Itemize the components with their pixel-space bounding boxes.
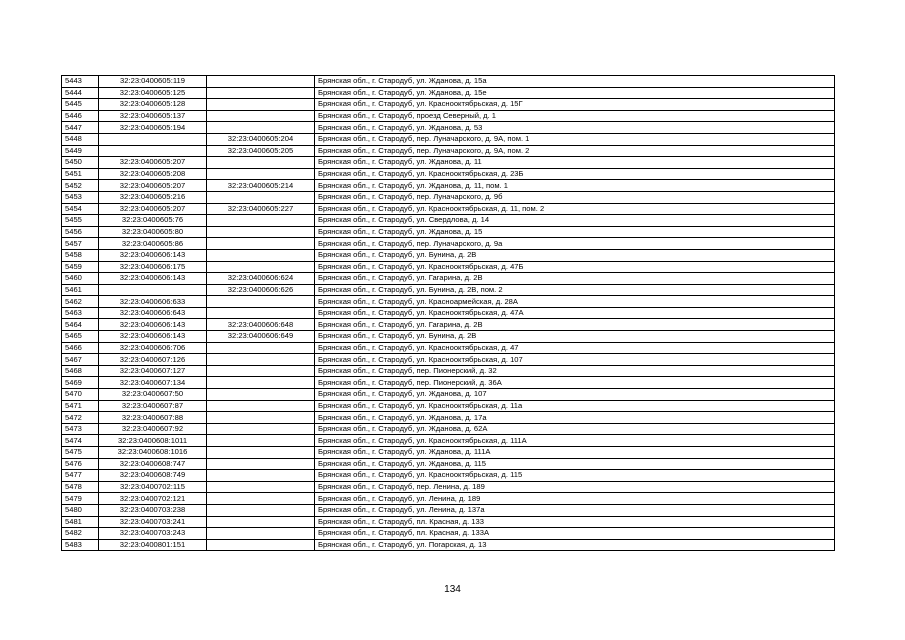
- sub-cadastral-number-cell: [207, 191, 315, 203]
- cadastral-number-cell: 32:23:0400702:115: [99, 481, 207, 493]
- row-number-cell: 5470: [62, 389, 99, 401]
- address-cell: Брянская обл., г. Стародуб, ул. Краснооктябрьская, д. 115: [315, 470, 835, 482]
- table-row: [62, 365, 835, 377]
- row-number-cell: 5458: [62, 249, 99, 261]
- address-cell: Брянская обл., г. Стародуб, ул. Жданова, д. 11, пом. 1: [315, 180, 835, 192]
- row-number-cell: 5457: [62, 238, 99, 250]
- sub-cadastral-number-cell: [207, 157, 315, 169]
- sub-cadastral-number-cell: [207, 377, 315, 389]
- table-row: [62, 504, 835, 516]
- table-row: [62, 133, 835, 145]
- table-row: [62, 122, 835, 134]
- sub-cadastral-number-cell: [207, 400, 315, 412]
- address-cell: Брянская обл., г. Стародуб, ул. Жданова, д. 15а: [315, 76, 835, 88]
- cadastral-number-cell: 32:23:0400606:143: [99, 273, 207, 285]
- row-number-cell: 5449: [62, 145, 99, 157]
- sub-cadastral-number-cell: [207, 539, 315, 551]
- cadastral-number-cell: 32:23:0400702:121: [99, 493, 207, 505]
- address-cell: Брянская обл., г. Стародуб, пер. Луначарского, д. 9б: [315, 191, 835, 203]
- row-number-cell: 5468: [62, 365, 99, 377]
- sub-cadastral-number-cell: [207, 389, 315, 401]
- row-number-cell: 5476: [62, 458, 99, 470]
- table-row: [62, 470, 835, 482]
- sub-cadastral-number-cell: 32:23:0400606:649: [207, 331, 315, 343]
- address-cell: Брянская обл., г. Стародуб, ул. Краснооктябрьская, д. 11а: [315, 400, 835, 412]
- row-number-cell: 5446: [62, 110, 99, 122]
- cadastral-number-cell: 32:23:0400607:92: [99, 423, 207, 435]
- table-row: [62, 423, 835, 435]
- table-row: [62, 377, 835, 389]
- sub-cadastral-number-cell: 32:23:0400605:204: [207, 133, 315, 145]
- cadastral-number-cell: 32:23:0400607:126: [99, 354, 207, 366]
- sub-cadastral-number-cell: 32:23:0400605:227: [207, 203, 315, 215]
- row-number-cell: 5466: [62, 342, 99, 354]
- cadastral-number-cell: 32:23:0400607:50: [99, 389, 207, 401]
- table-row: [62, 145, 835, 157]
- table-row: [62, 99, 835, 111]
- table-row: [62, 296, 835, 308]
- row-number-cell: 5448: [62, 133, 99, 145]
- sub-cadastral-number-cell: [207, 458, 315, 470]
- table-row: [62, 76, 835, 88]
- cadastral-number-cell: 32:23:0400607:134: [99, 377, 207, 389]
- cadastral-number-cell: 32:23:0400605:208: [99, 168, 207, 180]
- address-cell: Брянская обл., г. Стародуб, ул. Жданова, д. 15е: [315, 87, 835, 99]
- table-row: [62, 447, 835, 459]
- row-number-cell: 5477: [62, 470, 99, 482]
- cadastral-number-cell: 32:23:0400605:207: [99, 180, 207, 192]
- sub-cadastral-number-cell: [207, 423, 315, 435]
- row-number-cell: 5460: [62, 273, 99, 285]
- table-row: [62, 516, 835, 528]
- sub-cadastral-number-cell: [207, 226, 315, 238]
- cadastral-number-cell: [99, 133, 207, 145]
- cadastral-number-cell: 32:23:0400605:216: [99, 191, 207, 203]
- address-cell: Брянская обл., г. Стародуб, пер. Луначарского, д. 9а: [315, 238, 835, 250]
- address-cell: Брянская обл., г. Стародуб, ул. Ленина, д. 189: [315, 493, 835, 505]
- table-row: [62, 284, 835, 296]
- sub-cadastral-number-cell: 32:23:0400606:626: [207, 284, 315, 296]
- row-number-cell: 5452: [62, 180, 99, 192]
- address-cell: Брянская обл., г. Стародуб, ул. Бунина, д. 2В, пом. 2: [315, 284, 835, 296]
- table-row: [62, 458, 835, 470]
- row-number-cell: 5483: [62, 539, 99, 551]
- table-row: [62, 331, 835, 343]
- address-table: [61, 75, 835, 551]
- sub-cadastral-number-cell: [207, 447, 315, 459]
- sub-cadastral-number-cell: [207, 122, 315, 134]
- cadastral-number-cell: 32:23:0400605:76: [99, 215, 207, 227]
- sub-cadastral-number-cell: [207, 504, 315, 516]
- table-row: [62, 261, 835, 273]
- sub-cadastral-number-cell: [207, 528, 315, 540]
- cadastral-number-cell: 32:23:0400703:238: [99, 504, 207, 516]
- table-row: [62, 539, 835, 551]
- sub-cadastral-number-cell: 32:23:0400605:205: [207, 145, 315, 157]
- address-cell: Брянская обл., г. Стародуб, ул. Гагарина, д. 2В: [315, 273, 835, 285]
- table-row: [62, 307, 835, 319]
- address-cell: Брянская обл., г. Стародуб, ул. Жданова, д. 11: [315, 157, 835, 169]
- address-cell: Брянская обл., г. Стародуб, пл. Красная, д. 133А: [315, 528, 835, 540]
- sub-cadastral-number-cell: [207, 342, 315, 354]
- table-row: [62, 528, 835, 540]
- sub-cadastral-number-cell: [207, 215, 315, 227]
- sub-cadastral-number-cell: [207, 435, 315, 447]
- sub-cadastral-number-cell: 32:23:0400605:214: [207, 180, 315, 192]
- sub-cadastral-number-cell: [207, 493, 315, 505]
- row-number-cell: 5463: [62, 307, 99, 319]
- address-cell: Брянская обл., г. Стародуб, проезд Северный, д. 1: [315, 110, 835, 122]
- table-row: [62, 319, 835, 331]
- address-cell: Брянская обл., г. Стародуб, пер. Луначарского, д. 9А, пом. 1: [315, 133, 835, 145]
- sub-cadastral-number-cell: [207, 168, 315, 180]
- table-row: [62, 412, 835, 424]
- table-row: [62, 191, 835, 203]
- row-number-cell: 5479: [62, 493, 99, 505]
- row-number-cell: 5471: [62, 400, 99, 412]
- sub-cadastral-number-cell: [207, 261, 315, 273]
- cadastral-number-cell: 32:23:0400605:207: [99, 203, 207, 215]
- address-cell: Брянская обл., г. Стародуб, ул. Жданова, д. 62А: [315, 423, 835, 435]
- table-row: [62, 273, 835, 285]
- row-number-cell: 5443: [62, 76, 99, 88]
- address-cell: Брянская обл., г. Стародуб, ул. Жданова, д. 111А: [315, 447, 835, 459]
- row-number-cell: 5453: [62, 191, 99, 203]
- row-number-cell: 5472: [62, 412, 99, 424]
- address-cell: Брянская обл., г. Стародуб, пер. Луначарского, д. 9А, пом. 2: [315, 145, 835, 157]
- cadastral-number-cell: 32:23:0400608:1016: [99, 447, 207, 459]
- address-cell: Брянская обл., г. Стародуб, ул. Гагарина, д. 2В: [315, 319, 835, 331]
- row-number-cell: 5464: [62, 319, 99, 331]
- cadastral-number-cell: 32:23:0400606:706: [99, 342, 207, 354]
- sub-cadastral-number-cell: [207, 76, 315, 88]
- sub-cadastral-number-cell: [207, 470, 315, 482]
- row-number-cell: 5481: [62, 516, 99, 528]
- sub-cadastral-number-cell: [207, 516, 315, 528]
- table-row: [62, 157, 835, 169]
- table-row: [62, 110, 835, 122]
- address-cell: Брянская обл., г. Стародуб, ул. Краснооктябрьская, д. 23Б: [315, 168, 835, 180]
- row-number-cell: 5475: [62, 447, 99, 459]
- address-cell: Брянская обл., г. Стародуб, ул. Краснооктябрьская, д. 47А: [315, 307, 835, 319]
- cadastral-number-cell: 32:23:0400605:128: [99, 99, 207, 111]
- cadastral-number-cell: 32:23:0400605:86: [99, 238, 207, 250]
- cadastral-number-cell: 32:23:0400703:243: [99, 528, 207, 540]
- cadastral-number-cell: 32:23:0400608:747: [99, 458, 207, 470]
- row-number-cell: 5451: [62, 168, 99, 180]
- address-cell: Брянская обл., г. Стародуб, ул. Жданова, д. 115: [315, 458, 835, 470]
- row-number-cell: 5454: [62, 203, 99, 215]
- address-cell: Брянская обл., г. Стародуб, ул. Жданова, д. 17а: [315, 412, 835, 424]
- sub-cadastral-number-cell: [207, 87, 315, 99]
- row-number-cell: 5467: [62, 354, 99, 366]
- cadastral-number-cell: 32:23:0400606:633: [99, 296, 207, 308]
- address-cell: Брянская обл., г. Стародуб, ул. Краснооктябрьская, д. 47: [315, 342, 835, 354]
- sub-cadastral-number-cell: [207, 238, 315, 250]
- cadastral-number-cell: 32:23:0400606:143: [99, 249, 207, 261]
- row-number-cell: 5482: [62, 528, 99, 540]
- table-row: [62, 481, 835, 493]
- table-row: [62, 180, 835, 192]
- sub-cadastral-number-cell: [207, 307, 315, 319]
- row-number-cell: 5455: [62, 215, 99, 227]
- row-number-cell: 5474: [62, 435, 99, 447]
- table-row: [62, 493, 835, 505]
- sub-cadastral-number-cell: [207, 296, 315, 308]
- address-cell: Брянская обл., г. Стародуб, ул. Ленина, д. 137а: [315, 504, 835, 516]
- sub-cadastral-number-cell: [207, 481, 315, 493]
- table-row: [62, 238, 835, 250]
- table-row: [62, 389, 835, 401]
- cadastral-number-cell: 32:23:0400605:207: [99, 157, 207, 169]
- row-number-cell: 5450: [62, 157, 99, 169]
- cadastral-number-cell: 32:23:0400801:151: [99, 539, 207, 551]
- sub-cadastral-number-cell: [207, 110, 315, 122]
- row-number-cell: 5473: [62, 423, 99, 435]
- cadastral-number-cell: [99, 284, 207, 296]
- sub-cadastral-number-cell: [207, 249, 315, 261]
- cadastral-number-cell: 32:23:0400605:194: [99, 122, 207, 134]
- row-number-cell: 5480: [62, 504, 99, 516]
- table-row: [62, 203, 835, 215]
- row-number-cell: 5459: [62, 261, 99, 273]
- cadastral-number-cell: 32:23:0400605:80: [99, 226, 207, 238]
- cadastral-number-cell: 32:23:0400703:241: [99, 516, 207, 528]
- address-cell: Брянская обл., г. Стародуб, ул. Жданова, д. 53: [315, 122, 835, 134]
- table-row: [62, 400, 835, 412]
- sub-cadastral-number-cell: 32:23:0400606:648: [207, 319, 315, 331]
- address-cell: Брянская обл., г. Стародуб, ул. Краснооктябрьская, д. 47Б: [315, 261, 835, 273]
- row-number-cell: 5444: [62, 87, 99, 99]
- cadastral-number-cell: 32:23:0400606:143: [99, 319, 207, 331]
- row-number-cell: 5447: [62, 122, 99, 134]
- table-row: [62, 342, 835, 354]
- address-cell: Брянская обл., г. Стародуб, ул. Краснооктябрьская, д. 107: [315, 354, 835, 366]
- cadastral-number-cell: [99, 145, 207, 157]
- cadastral-number-cell: 32:23:0400605:119: [99, 76, 207, 88]
- row-number-cell: 5456: [62, 226, 99, 238]
- sub-cadastral-number-cell: 32:23:0400606:624: [207, 273, 315, 285]
- page-number: 134: [444, 584, 461, 595]
- address-table-body: [62, 76, 835, 551]
- address-cell: Брянская обл., г. Стародуб, пер. Пионерский, д. 36А: [315, 377, 835, 389]
- address-cell: Брянская обл., г. Стародуб, ул. Красноармейская, д. 28А: [315, 296, 835, 308]
- row-number-cell: 5469: [62, 377, 99, 389]
- table-row: [62, 168, 835, 180]
- table-row: [62, 87, 835, 99]
- address-cell: Брянская обл., г. Стародуб, ул. Бунина, д. 2В: [315, 331, 835, 343]
- table-row: [62, 354, 835, 366]
- row-number-cell: 5445: [62, 99, 99, 111]
- row-number-cell: 5465: [62, 331, 99, 343]
- table-row: [62, 435, 835, 447]
- cadastral-number-cell: 32:23:0400606:175: [99, 261, 207, 273]
- cadastral-number-cell: 32:23:0400606:143: [99, 331, 207, 343]
- cadastral-number-cell: 32:23:0400608:749: [99, 470, 207, 482]
- address-cell: Брянская обл., г. Стародуб, ул. Погарская, д. 13: [315, 539, 835, 551]
- address-cell: Брянская обл., г. Стародуб, ул. Свердлова, д. 14: [315, 215, 835, 227]
- cadastral-number-cell: 32:23:0400608:1011: [99, 435, 207, 447]
- sub-cadastral-number-cell: [207, 365, 315, 377]
- cadastral-number-cell: 32:23:0400607:88: [99, 412, 207, 424]
- row-number-cell: 5462: [62, 296, 99, 308]
- table-row: [62, 226, 835, 238]
- sub-cadastral-number-cell: [207, 99, 315, 111]
- cadastral-number-cell: 32:23:0400605:137: [99, 110, 207, 122]
- address-cell: Брянская обл., г. Стародуб, ул. Краснооктябрьская, д. 11, пом. 2: [315, 203, 835, 215]
- cadastral-number-cell: 32:23:0400607:127: [99, 365, 207, 377]
- row-number-cell: 5478: [62, 481, 99, 493]
- cadastral-number-cell: 32:23:0400606:643: [99, 307, 207, 319]
- address-cell: Брянская обл., г. Стародуб, ул. Жданова, д. 15: [315, 226, 835, 238]
- sub-cadastral-number-cell: [207, 354, 315, 366]
- address-cell: Брянская обл., г. Стародуб, пер. Пионерский, д. 32: [315, 365, 835, 377]
- address-cell: Брянская обл., г. Стародуб, пер. Ленина, д. 189: [315, 481, 835, 493]
- table-row: [62, 215, 835, 227]
- sub-cadastral-number-cell: [207, 412, 315, 424]
- table-row: [62, 249, 835, 261]
- cadastral-number-cell: 32:23:0400607:87: [99, 400, 207, 412]
- address-cell: Брянская обл., г. Стародуб, ул. Краснооктябрьская, д. 15Г: [315, 99, 835, 111]
- address-cell: Брянская обл., г. Стародуб, ул. Бунина, д. 2В: [315, 249, 835, 261]
- address-cell: Брянская обл., г. Стародуб, ул. Краснооктябрьская, д. 111А: [315, 435, 835, 447]
- row-number-cell: 5461: [62, 284, 99, 296]
- address-cell: Брянская обл., г. Стародуб, пл. Красная, д. 133: [315, 516, 835, 528]
- cadastral-number-cell: 32:23:0400605:125: [99, 87, 207, 99]
- address-cell: Брянская обл., г. Стародуб, ул. Жданова, д. 107: [315, 389, 835, 401]
